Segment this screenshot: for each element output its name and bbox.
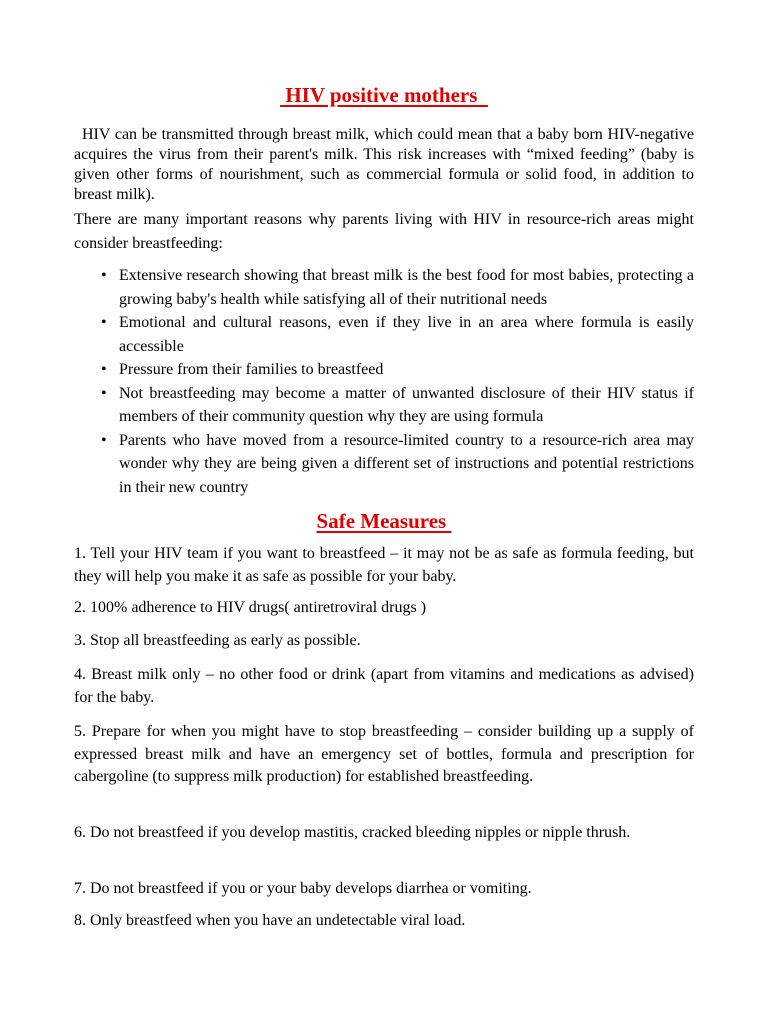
- intro-paragraph: HIV can be transmitted through breast milk, which could mean that a baby born HIV-negative acquires the virus from their parent's milk. This risk increases with “mixed feeding” (baby is given other forms of nourishment, such as commercial formula or solid food, in addition to breast milk).: [74, 126, 694, 203]
- measure-item: 2. 100% adherence to HIV drugs( antiretroviral drugs ): [74, 599, 427, 616]
- page-title: [74, 83, 694, 107]
- reasons-intro-paragraph: There are many important reasons why parents living with HIV in resource-rich areas might consider breastfeeding:: [74, 211, 694, 252]
- list-item: • Extensive research showing that breast milk is the best food for most babies, protecting a growing baby's health while satisfying all of their nutritional needs: [74, 264, 694, 311]
- list-item: • Emotional and cultural reasons, even if they live in an area where formula is easily accessible: [74, 311, 694, 358]
- measure-item: 5. Prepare for when you might have to stop breastfeeding – consider building up a supply of expressed breast milk and have an emergency set of bottles, formula and prescription for cabergoline (to suppress milk production) for established breastfeeding.: [74, 723, 694, 785]
- list-item: • Pressure from their families to breastfeed: [74, 358, 694, 382]
- list-item: • Parents who have moved from a resource-limited country to a resource-rich area may wonder why they are being given a different set of instructions and potential restrictions in their new country: [74, 429, 694, 500]
- measure-item: 8. Only breastfeed when you have an undetectable viral load.: [74, 912, 466, 929]
- page-title-text: HIV positive mothers: [280, 83, 488, 107]
- list-item: • Not breastfeeding may become a matter of unwanted disclosure of their HIV status if members of their community question why they are using formula: [74, 382, 694, 429]
- measure-item: 7. Do not breastfeed if you or your baby develops diarrhea or vomiting.: [74, 880, 532, 897]
- measure-item: 1. Tell your HIV team if you want to breastfeed – it may not be as safe as formula feeding, but they will help you make it as safe as possible for your baby.: [74, 545, 694, 585]
- measure-item: 4. Breast milk only – no other food or drink (apart from vitamins and medications as advised) for the baby.: [74, 666, 694, 706]
- section-title-text: Safe Measures: [316, 509, 452, 533]
- measure-item: 6. Do not breastfeed if you develop mastitis, cracked bleeding nipples or nipple thrush.: [74, 824, 631, 841]
- reasons-list: [74, 264, 694, 499]
- section-title-safe-measures: [74, 509, 694, 533]
- measure-item: 3. Stop all breastfeeding as early as possible.: [74, 632, 361, 649]
